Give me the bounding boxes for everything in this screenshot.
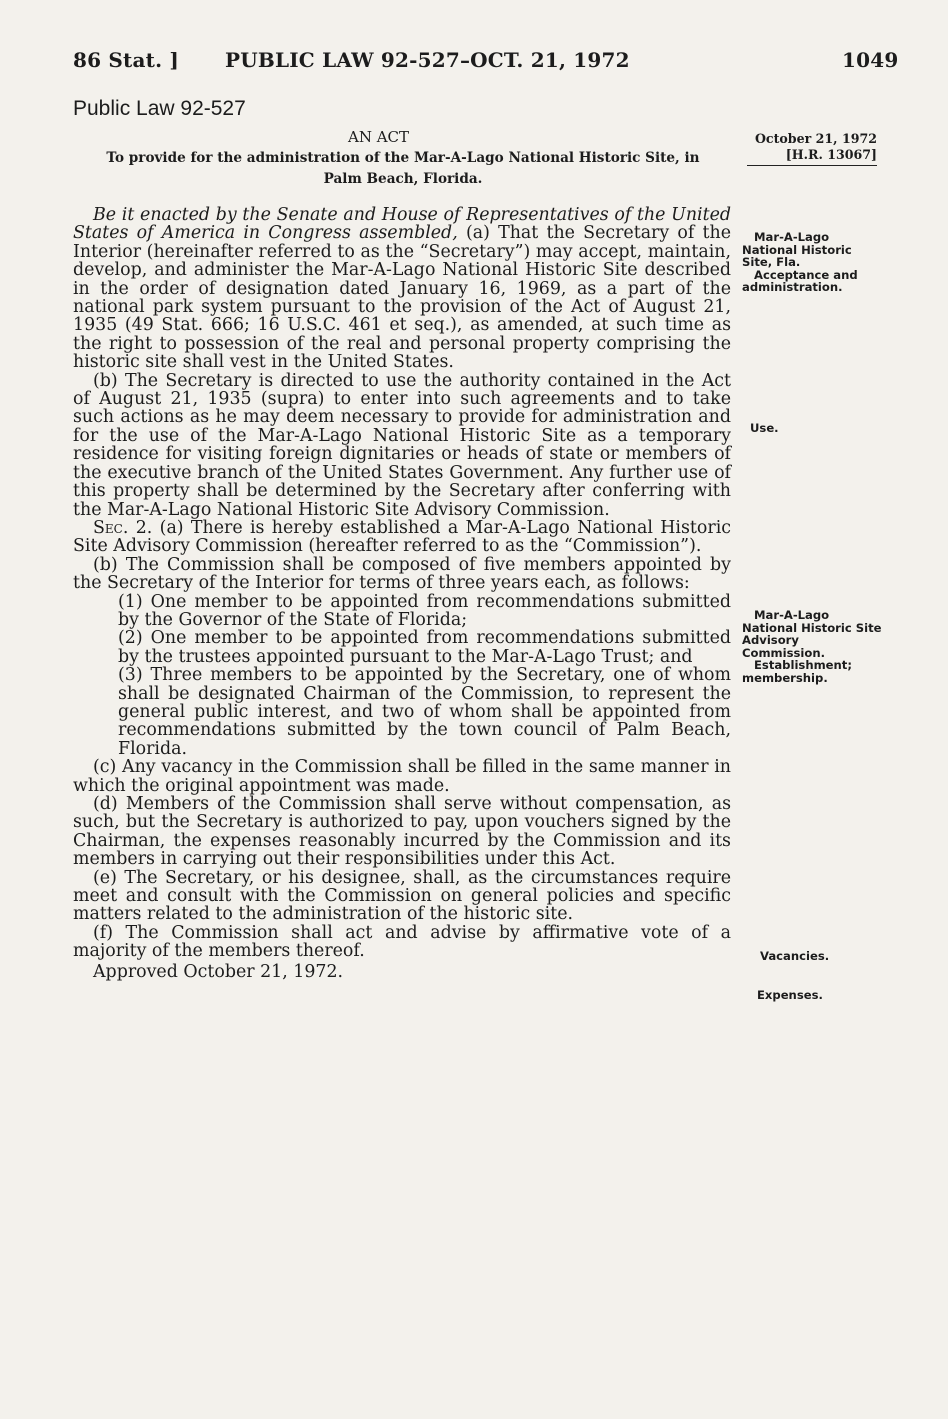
margin-note-line: Establishment; bbox=[754, 658, 852, 673]
margin-note-line: Historic bbox=[801, 242, 852, 257]
act-purpose bbox=[70, 148, 736, 190]
margin-note-line: Site, Fla. bbox=[742, 255, 801, 270]
section-1-b: (b) The Secretary is directed to use the authority contained in the Act of August 21, 1935 (supra) to enter into such agreements and to take such actions as he may deem necessary to provide for administration and for the use of the Mar-A-Lago National Historic Site as a temporary residence for visiting foreign dignitaries or heads of state or members of the executive branch of the United States Government. Any further use of this property shall be determined by the Secretary after conferring with the Mar-A-Lago National Historic Site Advisory Commission. bbox=[73, 370, 731, 520]
section-2-f: (f) The Commission shall act and advise by affirmative vote of a majority of the members thereof. bbox=[73, 922, 731, 962]
margin-note-line: Acceptance and bbox=[754, 267, 858, 282]
member-item: (3) Three members to be appointed by the Secretary, one of whom shall be designated Chairman of the Commission, to represent the general public interest, and two of whom shall be appointed from recommendations submitted by the town council of Palm Beach, Florida. bbox=[118, 665, 731, 759]
margin-note-line: Commission. bbox=[742, 645, 826, 660]
margin-note-line: administration. bbox=[742, 280, 843, 295]
enactment-date-box bbox=[747, 131, 877, 166]
margin-note-expenses: Expenses. bbox=[757, 988, 823, 1002]
margin-note-acceptance bbox=[742, 231, 882, 294]
margin-note-line: Mar-A-Lago bbox=[754, 230, 830, 244]
act-heading: AN ACT bbox=[348, 128, 410, 146]
statute-volume: 86 Stat. ] bbox=[73, 48, 180, 72]
section-1-a bbox=[73, 206, 731, 372]
act-body bbox=[73, 206, 731, 981]
margin-note-line: membership. bbox=[742, 670, 828, 685]
public-law-title: Public Law 92-527 bbox=[73, 97, 246, 120]
bill-number: [H.R. 13067] bbox=[747, 147, 877, 166]
enacting-clause: Be it enacted by the Senate and House of Representatives of the United States of America in Congress assembled, bbox=[73, 205, 731, 244]
enactment-date: October 21, 1972 bbox=[754, 131, 877, 146]
section-1-a-text: (a) That the Secretary of the Interior (hereinafter referred to as the “Secretary”) may accept, maintain, develop, and administer the Mar-A-Lago National Historic Site described in the order of designation dated January 16, 1969, as a part of the national park system pursuant to the provision of the Act of August 21, 1935 (49 Stat. 666; 16 U.S.C. 461 et seq.), as amended, at such time as the right to possession of the real and personal property comprising the historic site shall vest in the United States. bbox=[73, 223, 732, 373]
margin-note-line: National Historic bbox=[742, 620, 852, 635]
section-2-d: (d) Members of the Commission shall serve without compensation, as such, but the Secretary is authorized to pay, upon vouchers signed by the Chairman, the expenses reasonably incurred by the Commission and its members in carrying out their responsibilities under this Act. bbox=[73, 794, 731, 870]
approval-line: Approved October 21, 1972. bbox=[93, 961, 344, 982]
margin-note-line: National bbox=[742, 242, 798, 257]
member-item: (1) One member to be appointed from recommendations submitted by the Governor of the State of Florida; bbox=[118, 591, 731, 630]
section-2-a-text: (a) There is hereby established a Mar-A-Lago National Historic Site Advisory Commission (hereafter referred to as the “Commission”). bbox=[73, 517, 731, 557]
purpose-line: Palm Beach, Florida. bbox=[323, 171, 483, 187]
section-2-c: (c) Any vacancy in the Commission shall be filled in the same manner in which the original appointment was made. bbox=[73, 757, 731, 796]
member-item: (2) One member to be appointed from recommendations submitted by the trustees appointed pursuant to the Mar-A-Lago Trust; and bbox=[118, 628, 731, 667]
purpose-line: To provide for the administration of the Mar-A-Lago National Historic Site, in bbox=[106, 150, 700, 166]
page-number: 1049 bbox=[842, 48, 899, 72]
running-header-title: PUBLIC LAW 92-527–OCT. 21, 1972 bbox=[225, 48, 630, 72]
margin-note-vacancies: Vacancies. bbox=[760, 949, 830, 963]
margin-note-line: Mar-A-Lago bbox=[754, 608, 830, 622]
margin-note-line: Site Advisory bbox=[742, 620, 882, 648]
margin-note-commission bbox=[742, 609, 882, 685]
margin-note-use: Use. bbox=[750, 421, 779, 435]
section-2-label: Sec. 2. bbox=[93, 517, 153, 538]
section-2-e: (e) The Secretary, or his designee, shall, as the circumstances require meet and consult with the Commission on general policies and specific matters related to the administration of the historic site. bbox=[73, 867, 731, 925]
section-2-a bbox=[73, 519, 731, 556]
section-2-b: (b) The Commission shall be composed of five members appointed by the Secretary of the Interior for terms of three years each, as follows: bbox=[73, 554, 731, 594]
